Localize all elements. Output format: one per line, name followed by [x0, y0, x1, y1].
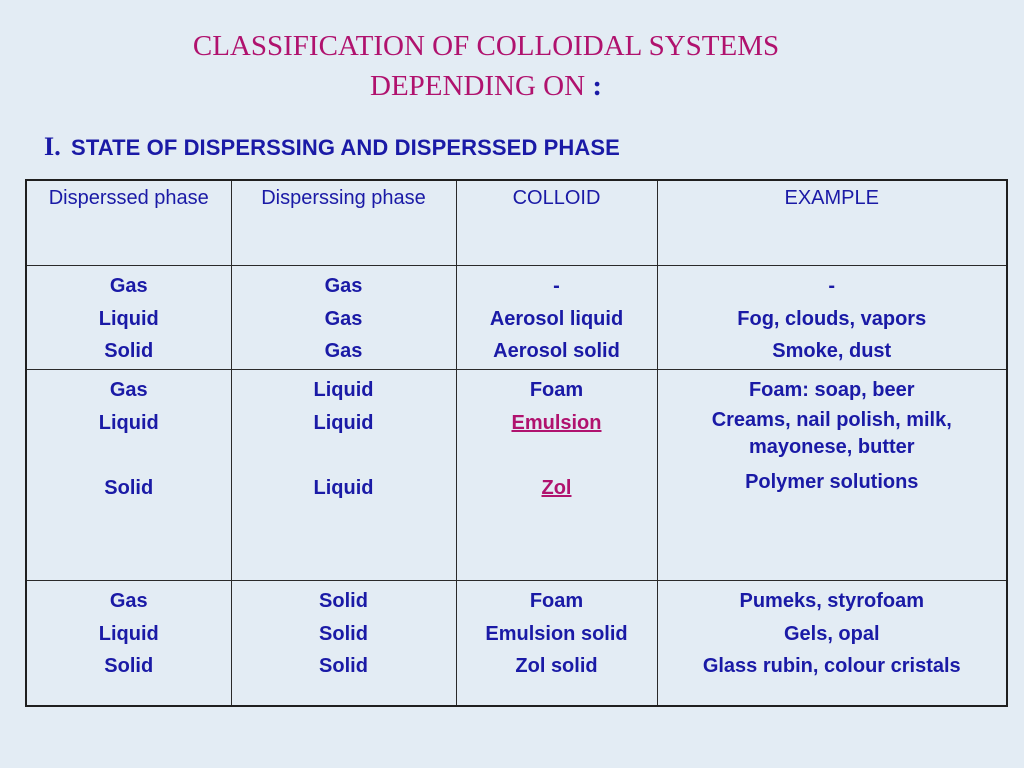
- cell-text: Solid: [319, 655, 368, 678]
- header-dispersed-phase: Disperssed phase: [26, 180, 231, 266]
- cell-text: Gas: [109, 590, 148, 612]
- slide-title-line2: DEPENDING ON: [370, 70, 586, 102]
- cell-text: Gas: [324, 275, 363, 297]
- cell-text: Creams, nail polish, milk, mayonese, butter: [711, 408, 952, 458]
- cell-text: Solid: [104, 476, 154, 499]
- spacer: [33, 439, 225, 472]
- cell-text: Solid: [104, 340, 154, 363]
- cell-dispersed: [26, 370, 231, 581]
- slide-title-line1: CLASSIFICATION OF COLLOIDAL SYSTEMS: [192, 30, 780, 62]
- cell-text: Gas: [324, 340, 363, 363]
- slide-title-colon: :: [592, 70, 602, 102]
- cell-text: Foam: [529, 590, 584, 612]
- cell-text: Liquid: [98, 307, 159, 330]
- header-example: EXAMPLE: [657, 180, 1007, 266]
- cell-dispersing: [231, 266, 456, 370]
- table-row-solid-medium: [26, 581, 1007, 707]
- section-heading-text: STATE OF DISPERSSING AND DISPERSSED PHASE: [71, 135, 620, 160]
- spacer: [463, 439, 651, 472]
- cell-dispersing: [231, 370, 456, 581]
- spacer: [238, 439, 450, 472]
- header-colloid: COLLOID: [456, 180, 657, 266]
- cell-colloid: [456, 370, 657, 581]
- cell-text: Gels, opal: [783, 622, 880, 645]
- slide-title: [0, 26, 972, 106]
- cell-text: Gas: [109, 275, 148, 297]
- cell-text: Liquid: [313, 411, 374, 434]
- cell-text: Foam: soap, beer: [748, 379, 915, 401]
- slide-title-line2-wrap: [0, 66, 972, 106]
- cell-text: Gas: [109, 379, 148, 401]
- cell-text: Solid: [319, 622, 368, 645]
- cell-colloid: [456, 581, 657, 707]
- cell-colloid: [456, 266, 657, 370]
- cell-text: Glass rubin, colour cristals: [702, 655, 961, 678]
- cell-text: Foam: [529, 379, 584, 401]
- table-header-row: [26, 180, 1007, 266]
- cell-dispersed: [26, 266, 231, 370]
- cell-example: [657, 266, 1007, 370]
- cell-text: Aerosol solid: [493, 340, 620, 363]
- cell-dispersing: [231, 581, 456, 707]
- cell-text: Pumeks, styrofoam: [739, 590, 924, 612]
- table-row-gas-medium: [26, 266, 1007, 370]
- cell-text: Emulsion solid: [485, 622, 628, 645]
- cell-example: [657, 581, 1007, 707]
- cell-text: -: [553, 275, 560, 297]
- zol-link[interactable]: Zol: [541, 476, 572, 499]
- section-number: I.: [44, 132, 61, 161]
- cell-text: Gas: [324, 307, 363, 330]
- cell-text: Solid: [319, 590, 368, 612]
- cell-text: Solid: [104, 655, 154, 678]
- cell-text: Smoke, dust: [772, 340, 892, 363]
- cell-dispersed: [26, 581, 231, 707]
- section-heading: [44, 132, 620, 162]
- cell-text: Zol solid: [515, 655, 598, 678]
- cell-text: Fog, clouds, vapors: [737, 307, 927, 330]
- header-dispersing-phase: Disperssing phase: [231, 180, 456, 266]
- cell-text: Polymer solutions: [745, 470, 919, 493]
- cell-text: -: [828, 275, 836, 297]
- cell-text: Liquid: [313, 476, 374, 499]
- cell-text: Aerosol liquid: [489, 307, 624, 330]
- cell-example: [657, 370, 1007, 581]
- table-row-liquid-medium: [26, 370, 1007, 581]
- colloid-classification-table: [25, 179, 1008, 707]
- cell-text: Liquid: [98, 622, 159, 645]
- cell-text: Liquid: [313, 379, 374, 401]
- cell-text: Liquid: [98, 411, 159, 434]
- emulsion-link[interactable]: Emulsion: [511, 411, 602, 434]
